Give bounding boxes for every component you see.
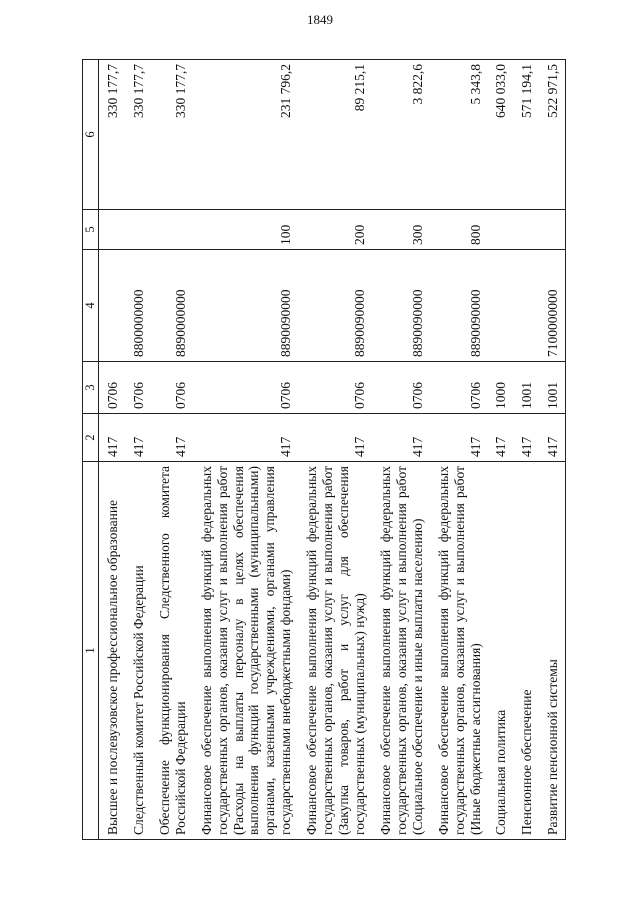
row-name: Пенсионное обеспечение xyxy=(513,462,539,840)
row-name: Финансовое обеспечение выполнения функций федеральных государственных органов, оказания услуг и выполнения работ (Расходы на выплаты персоналу в целях обеспечения выполнения функций государственными (муниципальными) органами, казенными учреждениями, органами управления государственными внебюджетными фондами) xyxy=(193,462,299,840)
header-col-4: 4 xyxy=(83,250,99,362)
row-section-code: 1001 xyxy=(513,362,539,414)
header-row xyxy=(83,60,99,840)
row-name: Финансовое обеспечение выполнения функций федеральных государственных органов, оказания услуг и выполнения работ (Социальное обеспечение и иные выплаты населению) xyxy=(372,462,430,840)
table-row xyxy=(430,60,488,840)
row-expense-type: 100 xyxy=(193,210,299,250)
row-section-code: 0706 xyxy=(298,362,372,414)
row-expense-type: 200 xyxy=(298,210,372,250)
row-section-code: 0706 xyxy=(99,362,125,414)
row-name: Финансовое обеспечение выполнения функций федеральных государственных органов, оказания услуг и выполнения работ (Закупка товаров, работ и услуг для обеспечения государственных (муниципальных) нужд) xyxy=(298,462,372,840)
row-target-code xyxy=(513,250,539,362)
row-target-code: 8890000000 xyxy=(151,250,193,362)
row-name: Социальная политика xyxy=(487,462,513,840)
row-name: Обеспечение функционирования Следственного комитета Российской Федерации xyxy=(151,462,193,840)
row-amount: 640 033,0 xyxy=(487,60,513,210)
table-row xyxy=(125,60,151,840)
header-col-2: 2 xyxy=(83,414,99,462)
row-ministry-code: 417 xyxy=(487,414,513,462)
row-section-code: 1001 xyxy=(539,362,565,414)
table-row xyxy=(298,60,372,840)
row-expense-type xyxy=(539,210,565,250)
row-expense-type: 800 xyxy=(430,210,488,250)
header-col-5: 5 xyxy=(83,210,99,250)
row-name: Развитие пенсионной системы xyxy=(539,462,565,840)
budget-table xyxy=(82,59,566,840)
header-col-6: 6 xyxy=(83,60,99,210)
row-expense-type xyxy=(487,210,513,250)
row-amount: 231 796,2 xyxy=(193,60,299,210)
rotated-table-container xyxy=(82,60,592,840)
table-row xyxy=(372,60,430,840)
row-amount: 5 343,8 xyxy=(430,60,488,210)
row-target-code: 8800000000 xyxy=(125,250,151,362)
row-ministry-code: 417 xyxy=(430,414,488,462)
row-expense-type xyxy=(125,210,151,250)
table-row xyxy=(151,60,193,840)
row-section-code: 0706 xyxy=(125,362,151,414)
row-expense-type xyxy=(151,210,193,250)
row-amount: 3 822,6 xyxy=(372,60,430,210)
row-section-code: 0706 xyxy=(151,362,193,414)
row-ministry-code: 417 xyxy=(99,414,125,462)
row-amount: 330 177,7 xyxy=(151,60,193,210)
table-row xyxy=(193,60,299,840)
table-row xyxy=(487,60,513,840)
table-row xyxy=(99,60,125,840)
row-name: Высшее и послевузовское профессиональное образование xyxy=(99,462,125,840)
row-target-code: 7100000000 xyxy=(539,250,565,362)
page-number: 1849 xyxy=(307,12,333,27)
row-ministry-code: 417 xyxy=(513,414,539,462)
row-ministry-code: 417 xyxy=(151,414,193,462)
row-target-code: 8890090000 xyxy=(372,250,430,362)
row-expense-type xyxy=(99,210,125,250)
header-col-3: 3 xyxy=(83,362,99,414)
row-ministry-code: 417 xyxy=(372,414,430,462)
table-row xyxy=(513,60,539,840)
row-name: Финансовое обеспечение выполнения функций федеральных государственных органов, оказания услуг и выполнения работ (Иные бюджетные ассигнования) xyxy=(430,462,488,840)
row-amount: 522 971,5 xyxy=(539,60,565,210)
row-expense-type: 300 xyxy=(372,210,430,250)
row-target-code: 8890090000 xyxy=(430,250,488,362)
row-expense-type xyxy=(513,210,539,250)
row-amount: 89 215,1 xyxy=(298,60,372,210)
row-ministry-code: 417 xyxy=(539,414,565,462)
row-section-code: 0706 xyxy=(193,362,299,414)
row-ministry-code: 417 xyxy=(298,414,372,462)
row-amount: 330 177,7 xyxy=(125,60,151,210)
row-amount: 571 194,1 xyxy=(513,60,539,210)
row-ministry-code: 417 xyxy=(125,414,151,462)
row-target-code xyxy=(99,250,125,362)
header-col-1: 1 xyxy=(83,462,99,840)
row-ministry-code: 417 xyxy=(193,414,299,462)
row-section-code: 0706 xyxy=(430,362,488,414)
row-section-code: 0706 xyxy=(372,362,430,414)
row-target-code: 8890090000 xyxy=(298,250,372,362)
row-target-code: 8890090000 xyxy=(193,250,299,362)
row-amount: 330 177,7 xyxy=(99,60,125,210)
table-row xyxy=(539,60,565,840)
row-target-code xyxy=(487,250,513,362)
row-name: Следственный комитет Российской Федерации xyxy=(125,462,151,840)
row-section-code: 1000 xyxy=(487,362,513,414)
